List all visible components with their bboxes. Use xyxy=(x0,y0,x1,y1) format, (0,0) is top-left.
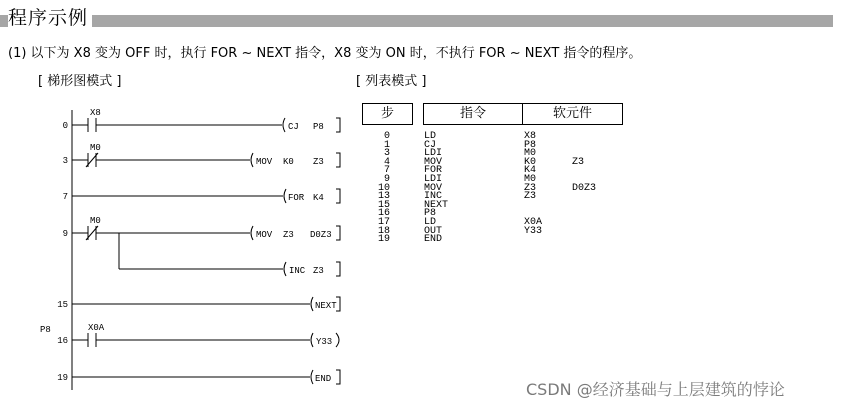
pointer-label: P8 xyxy=(40,325,51,335)
list-cell: 10 xyxy=(377,182,390,194)
page-title: 程序示例 xyxy=(8,6,92,30)
list-cell: X0A xyxy=(524,216,543,228)
list-cell xyxy=(572,202,612,211)
operand-label: Z3 xyxy=(313,157,324,167)
list-cell: LD xyxy=(424,131,437,142)
list-cell xyxy=(572,193,612,202)
list-cell: 9 xyxy=(383,173,390,185)
operand-label: D0Z3 xyxy=(310,230,332,240)
contact-label: X8 xyxy=(90,108,101,118)
list-cell: K0 xyxy=(524,156,537,168)
ladder-step-19: 19 xyxy=(57,373,68,383)
instruction-label: CJ xyxy=(288,122,299,132)
list-cell: Z3 xyxy=(572,156,585,168)
list-col-device xyxy=(524,133,564,245)
contact-label: X0A xyxy=(88,323,105,333)
list-cell: INC xyxy=(424,191,443,203)
list-cell: LDI xyxy=(424,148,443,160)
list-cell xyxy=(572,142,612,151)
list-cell: LD xyxy=(424,216,437,228)
operand-label: Z3 xyxy=(283,230,294,240)
description: (1) 以下为 X8 变为 OFF 时，执行 FOR ~ NEXT 指令，X8 变为 ON 时，不执行 FOR ~ NEXT 指令的程序。 xyxy=(8,46,642,61)
section-title xyxy=(0,8,853,32)
list-cell: MOV xyxy=(424,182,443,194)
ladder-step-3: 3 xyxy=(62,156,68,166)
list-cell: 13 xyxy=(377,191,390,203)
list-cell: K4 xyxy=(524,165,537,177)
list-cell: 17 xyxy=(377,216,390,228)
list-cell: X8 xyxy=(524,131,537,142)
list-cell: Z3 xyxy=(524,182,537,194)
operand-label: Z3 xyxy=(313,266,324,276)
operand-label: P8 xyxy=(313,122,324,132)
instruction-label: INC xyxy=(289,266,306,276)
list-cell: 16 xyxy=(377,208,390,220)
operand-label: K4 xyxy=(313,193,324,203)
list-cell: LDI xyxy=(424,173,443,185)
list-cell: OUT xyxy=(424,225,443,237)
list-cell: D0Z3 xyxy=(572,182,597,194)
list-cell: 0 xyxy=(383,131,390,142)
list-cell: MOV xyxy=(424,156,443,168)
list-col-instruction xyxy=(424,133,484,245)
list-cell xyxy=(572,219,612,228)
instruction-label: NEXT xyxy=(315,301,337,311)
list-cell: 15 xyxy=(377,199,390,211)
contact-label: M0 xyxy=(90,216,101,226)
list-cell: END xyxy=(424,234,443,246)
list-cell xyxy=(572,210,612,219)
list-header-step: 步 xyxy=(362,103,413,125)
watermark: CSDN @经济基础与上层建筑的悖论 xyxy=(526,380,785,399)
list-cell xyxy=(572,236,612,245)
list-cell: Z3 xyxy=(524,191,537,203)
instruction-label: MOV xyxy=(256,157,273,167)
ladder-step-9: 9 xyxy=(62,229,68,239)
list-cell xyxy=(572,167,612,176)
list-cell: M0 xyxy=(524,148,537,160)
ladder-diagram xyxy=(0,100,350,400)
list-cell: 4 xyxy=(383,156,390,168)
instruction-label: END xyxy=(315,374,332,384)
list-header-instruction: 指令 xyxy=(423,103,523,125)
list-cell: 7 xyxy=(383,165,390,177)
ladder-step-0: 0 xyxy=(62,121,68,131)
list-cell: P8 xyxy=(424,208,437,220)
instruction-label: FOR xyxy=(288,193,305,203)
coil-label: Y33 xyxy=(316,337,333,347)
list-cell: M0 xyxy=(524,173,537,185)
list-cell xyxy=(572,228,612,237)
list-cell: 3 xyxy=(383,148,390,160)
list-cell: 18 xyxy=(377,225,390,237)
list-cell: P8 xyxy=(524,139,537,151)
ladder-step-7: 7 xyxy=(62,192,68,202)
contact-label: M0 xyxy=(90,143,101,153)
list-cell: Y33 xyxy=(524,225,543,237)
list-cell xyxy=(524,236,564,245)
list-cell xyxy=(524,202,564,211)
list-cell xyxy=(572,133,612,142)
list-header-device: 软元件 xyxy=(522,103,623,125)
list-cell: NEXT xyxy=(424,199,449,211)
list-cell: 19 xyxy=(377,234,390,246)
operand-label: K0 xyxy=(283,157,294,167)
list-cell: FOR xyxy=(424,165,443,177)
ladder-step-15: 15 xyxy=(57,300,68,310)
list-cell: 1 xyxy=(383,139,390,151)
list-mode-heading: [ 列表模式 ] xyxy=(356,74,427,89)
list-cell: CJ xyxy=(424,139,437,151)
list-col-device2 xyxy=(572,133,612,245)
list-col-step xyxy=(360,133,390,245)
title-underline-bar xyxy=(0,15,833,27)
ladder-step-16: 16 xyxy=(57,336,68,346)
instruction-label: MOV xyxy=(256,230,273,240)
ladder-mode-heading: [ 梯形图模式 ] xyxy=(38,74,122,89)
